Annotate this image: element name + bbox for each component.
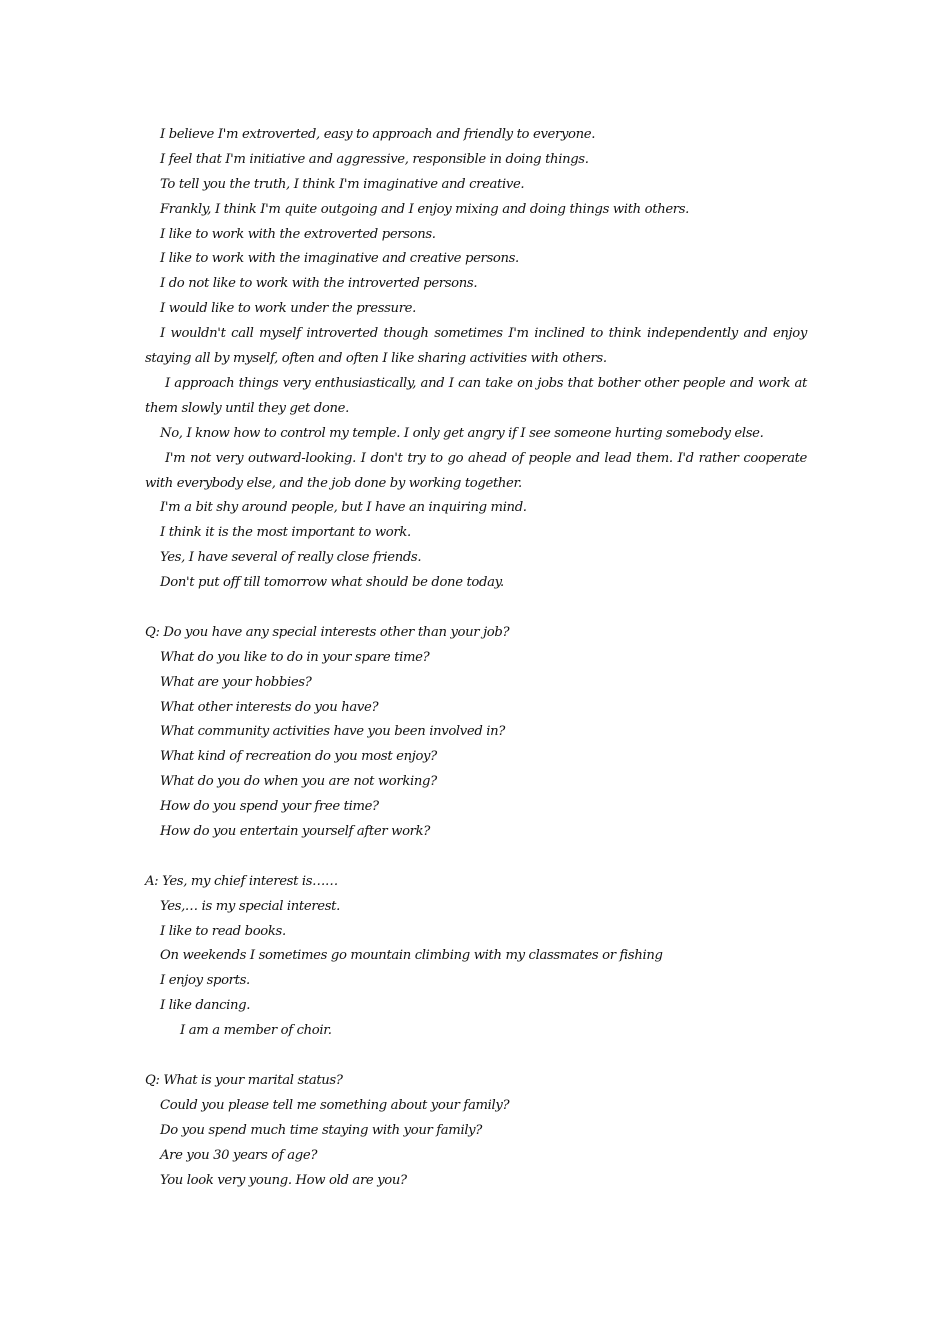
question-line: What community activities have you been involved in?: [160, 724, 505, 740]
question-line: Do you spend much time staying with your family?: [160, 1122, 483, 1138]
answer-line: I like to read books.: [160, 923, 286, 939]
question-line: What do you do when you are not working?: [160, 774, 437, 790]
answer-line: I like to work with the imaginative and creative persons.: [160, 251, 519, 267]
question-line: What other interests do you have?: [160, 699, 379, 715]
answer-line: I would like to work under the pressure.: [160, 301, 416, 317]
answer-line: No, I know how to control my temple. I only get angry if I see someone hurting somebody else.: [160, 425, 764, 441]
answer-line: I feel that I'm initiative and aggressive, responsible in doing things.: [160, 151, 589, 167]
answer-line: I do not like to work with the introverted persons.: [160, 276, 478, 292]
question-line: What are your hobbies?: [160, 674, 312, 690]
answer-line: Yes, I have several of really close friends.: [160, 550, 422, 566]
question-line: How do you entertain yourself after work?: [160, 824, 430, 840]
answer-line: I like to work with the extroverted persons.: [160, 226, 436, 242]
question-line: What do you like to do in your spare time?: [160, 649, 430, 665]
answer-line: I'm a bit shy around people, but I have an inquiring mind.: [160, 500, 527, 516]
blank-line: [145, 1044, 807, 1069]
question-line: How do you spend your free time?: [160, 799, 379, 815]
answer-line: Frankly, I think I'm quite outgoing and I enjoy mixing and doing things with others.: [160, 201, 690, 217]
document-body: [145, 123, 807, 1193]
answer-line: Yes,… is my special interest.: [160, 898, 340, 914]
blank-line: [145, 596, 807, 621]
blank-line: [145, 845, 807, 870]
question-line: What kind of recreation do you most enjoy?: [160, 749, 437, 765]
answer-line: To tell you the truth, I think I'm imaginative and creative.: [160, 176, 525, 192]
question-heading-marital: Q: What is your marital status?: [145, 1072, 343, 1088]
answer-paragraph-outward: I'm not very outward-looking. I don't try to go ahead of people and lead them. I'd rather cooperate with everybody else, and the job done by working together.: [145, 450, 807, 491]
answer-line-choir: I am a member of choir.: [180, 1023, 332, 1039]
question-heading-interests: Q: Do you have any special interests other than your job?: [145, 624, 510, 640]
answer-heading-interests: A: Yes, my chief interest is……: [145, 873, 338, 889]
answer-paragraph-introverted: I wouldn't call myself introverted though sometimes I'm inclined to think independently and enjoy staying all by myself, often and often I like sharing activities with others.: [145, 326, 807, 367]
answer-line: Don't put off till tomorrow what should be done today.: [160, 575, 504, 591]
question-line: Are you 30 years of age?: [160, 1147, 318, 1163]
answer-line: I think it is the most important to work.: [160, 525, 411, 541]
question-line: You look very young. How old are you?: [160, 1172, 407, 1188]
answer-line: On weekends I sometimes go mountain climbing with my classmates or fishing: [160, 948, 663, 964]
answer-line: I like dancing.: [160, 998, 251, 1014]
answer-paragraph-enthusiastic: I approach things very enthusiastically, and I can take on jobs that bother other people and work at them slowly until they get done.: [145, 375, 807, 416]
answer-line: I believe I'm extroverted, easy to approach and friendly to everyone.: [160, 127, 596, 142]
question-line: Could you please tell me something about your family?: [160, 1097, 510, 1113]
answer-line: I enjoy sports.: [160, 973, 250, 989]
